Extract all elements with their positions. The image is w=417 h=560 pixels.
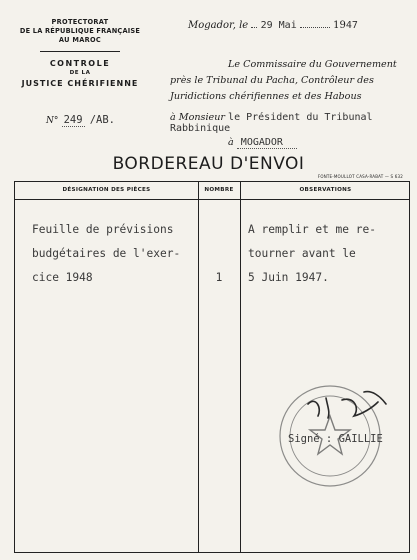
observation-line: 5 Juin 1947. bbox=[248, 271, 329, 284]
protectorate-line-2: DE LA RÉPUBLIQUE FRANÇAISE bbox=[19, 27, 141, 35]
column-header-nombre: NOMBRE bbox=[204, 187, 234, 193]
dateline-place: Mogador, bbox=[188, 20, 236, 31]
printer-imprint: FONTE-MOULLOT CASA-RABAT — S 632 bbox=[317, 174, 403, 179]
sender-line-3: Juridictions chérifiennes et des Habous bbox=[170, 91, 362, 102]
protectorate-line-3: AU MAROC bbox=[58, 36, 102, 44]
office-line-3: JUSTICE CHÉRIFIENNE bbox=[21, 79, 139, 88]
document-title: BORDEREAU D'ENVOI bbox=[112, 154, 305, 174]
sender-line-1: Le Commissaire du Gouvernement bbox=[228, 59, 397, 70]
reference-label: N° bbox=[46, 116, 59, 126]
designation-line: Feuille de prévisions bbox=[32, 223, 174, 236]
dateline bbox=[188, 20, 410, 31]
dateline-year-suffix: 47 bbox=[345, 20, 358, 31]
addressee-block bbox=[170, 112, 414, 148]
column-header-observations: OBSERVATIONS bbox=[299, 187, 352, 193]
reference-suffix: /AB. bbox=[89, 114, 116, 126]
column-divider bbox=[240, 182, 241, 552]
addressee-name-line-1: le Président du Tribunal bbox=[228, 112, 373, 123]
issuing-authority-block bbox=[6, 18, 154, 89]
dateline-le: le bbox=[239, 20, 249, 31]
column-header-designation: DÉSIGNATION DES PIÈCES bbox=[62, 187, 151, 193]
sender-line-2: près le Tribunal du Pacha, Contrôleur des bbox=[170, 75, 374, 86]
addressee-place-prefix: à bbox=[228, 137, 234, 148]
observation-line: A remplir et me re- bbox=[248, 223, 376, 236]
addressee-name-line-2: Rabbinique bbox=[170, 123, 231, 134]
designation-line: budgétaires de l'exer- bbox=[32, 247, 181, 260]
reference-value: 249 bbox=[63, 114, 83, 126]
designation-line: cice 1948 bbox=[32, 271, 93, 284]
column-divider bbox=[198, 182, 199, 552]
observations-cell bbox=[248, 218, 376, 290]
designation-cell bbox=[32, 218, 180, 290]
reference-number bbox=[46, 114, 117, 126]
office-line-1: CONTROLE bbox=[49, 59, 111, 68]
observation-line: tourner avant le bbox=[248, 247, 356, 260]
header-row-divider bbox=[15, 199, 409, 200]
addressee-prefix: à Monsieur bbox=[170, 112, 225, 123]
sender-title bbox=[170, 57, 414, 105]
header-divider bbox=[40, 51, 120, 52]
nombre-cell: 1 bbox=[215, 271, 223, 284]
dateline-year-prefix: 19 bbox=[333, 20, 346, 31]
signature-line: Signé : GAILLIE bbox=[288, 433, 383, 445]
protectorate-line-1: PROTECTORAT bbox=[51, 18, 109, 26]
addressee-place: MOGADOR bbox=[237, 137, 297, 149]
dateline-day-month: 29 Mai bbox=[260, 20, 297, 31]
office-line-2: DE LA bbox=[69, 70, 91, 76]
